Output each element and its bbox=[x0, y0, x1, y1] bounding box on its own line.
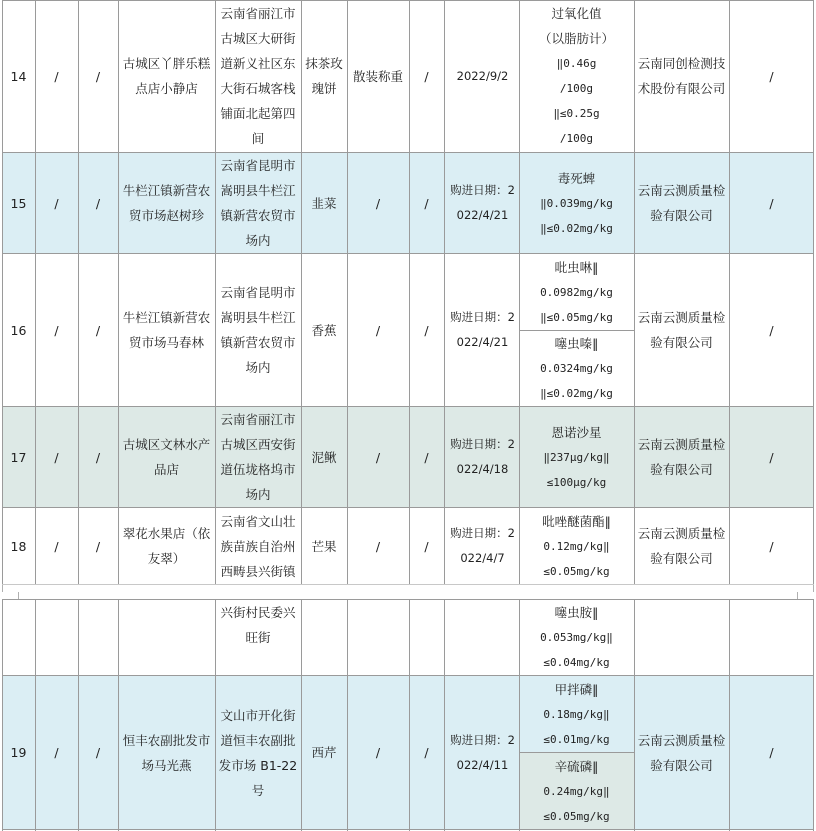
cell-no: 19 bbox=[10, 745, 27, 760]
cell-spec: / bbox=[375, 322, 381, 338]
cell-note: / bbox=[769, 745, 774, 760]
cell-name: 古城区文林水产品店 bbox=[122, 437, 211, 477]
cell-item-title bbox=[519, 0, 634, 152]
cell-brand: / bbox=[424, 68, 429, 84]
cell-no: 14 bbox=[10, 68, 27, 84]
cell-col2: / bbox=[54, 322, 59, 338]
cell-address: 云南省丽江市古城区大研街道新义社区东大街石城客栈铺面北起第四间 bbox=[220, 6, 296, 146]
item-value: 0.0324mg/kg ‖≤0.02mg/kg bbox=[540, 362, 613, 400]
cell-item bbox=[519, 254, 634, 330]
cell-note: / bbox=[769, 322, 774, 338]
cell-spec: / bbox=[375, 745, 381, 760]
cell-spec: 散装称重 bbox=[352, 68, 403, 84]
cell-name: 古城区丫胖乐糕点店小静店 bbox=[122, 56, 211, 96]
cell-col3: / bbox=[95, 195, 101, 211]
cell-brand: / bbox=[424, 538, 429, 554]
cell-no: 17 bbox=[10, 449, 27, 465]
cell-brand: / bbox=[424, 195, 429, 211]
cell-col3: / bbox=[95, 449, 101, 465]
cell-col2: / bbox=[54, 449, 59, 465]
cell-agency: 云南云测质量检验有限公司 bbox=[637, 310, 726, 350]
cell-col2: / bbox=[54, 68, 59, 84]
cell-col3: / bbox=[95, 322, 101, 338]
item-title: 噻虫嗪‖ bbox=[554, 336, 599, 351]
cell-product: 韭菜 bbox=[311, 195, 337, 211]
cell-address: 云南省昆明市嵩明县牛栏江镇新营农贸市场内 bbox=[220, 158, 296, 248]
table-row bbox=[2, 407, 814, 508]
cell-product: 香蕉 bbox=[311, 322, 337, 338]
table-row bbox=[2, 153, 814, 254]
cell-brand: / bbox=[424, 322, 429, 338]
cell-address: 云南省昆明市嵩明县牛栏江镇新营农贸市场内 bbox=[220, 285, 296, 375]
item-title: 毒死蜱 bbox=[557, 170, 596, 186]
item-value: ‖0.039mg/kg ‖≤0.02mg/kg bbox=[540, 196, 613, 235]
item-title: 恩诺沙星 bbox=[551, 424, 602, 440]
item-title: 辛硫磷‖ bbox=[554, 758, 599, 774]
cell-no: 18 bbox=[10, 538, 27, 554]
cell-col2: / bbox=[54, 538, 59, 554]
page-break bbox=[0, 584, 816, 600]
item-title: 吡唑醚菌酯‖ bbox=[542, 513, 611, 529]
cell-date: 2022/9/2 bbox=[456, 68, 509, 83]
cell-brand: / bbox=[424, 449, 429, 465]
cell-product: 抹茶玫瑰饼 bbox=[305, 56, 343, 96]
cell-agency: 云南云测质量检验有限公司 bbox=[637, 526, 726, 566]
cell-name: 翠花水果店（依友翠） bbox=[122, 526, 211, 566]
cell-col2: / bbox=[54, 195, 59, 211]
cell-name: 牛栏江镇新营农贸市场马春林 bbox=[122, 310, 211, 350]
item-title: 过氧化值 （以脂肪计） bbox=[538, 6, 614, 46]
cell-spec: / bbox=[375, 538, 381, 554]
table-row bbox=[2, 676, 814, 830]
cell-date: 购进日期：2 022/4/21 bbox=[450, 183, 515, 222]
table-row bbox=[2, 254, 814, 407]
cell-col2: / bbox=[54, 745, 59, 760]
cell-item bbox=[519, 753, 634, 829]
item-value: 0.0982mg/kg ‖≤0.05mg/kg bbox=[540, 285, 613, 324]
cell-date: 购进日期：2 022/4/21 bbox=[450, 310, 515, 349]
cell-product: 芒果 bbox=[311, 538, 337, 554]
cell-date: 购进日期：2 022/4/18 bbox=[450, 437, 515, 476]
cell-col3: / bbox=[95, 538, 101, 554]
cell-no: 15 bbox=[10, 195, 27, 211]
cell-address: 兴街村民委兴旺街 bbox=[220, 605, 296, 645]
item-title: 吡虫啉‖ bbox=[554, 259, 599, 275]
cell-col3: / bbox=[95, 68, 101, 84]
cell-item bbox=[519, 407, 634, 507]
item-value: 0.12mg/kg‖ ≤0.05mg/kg bbox=[543, 539, 610, 578]
cell-address: 文山市开化街道恒丰农副批发市场 B1-22 号 bbox=[218, 707, 298, 798]
item-value: ‖0.46g /100g ‖≤0.25g /100g bbox=[553, 57, 600, 145]
item-value: 0.24mg/kg‖ ≤0.05mg/kg bbox=[543, 784, 610, 823]
cell-item bbox=[519, 600, 634, 675]
cell-spec: / bbox=[375, 195, 381, 211]
cell-address: 云南省丽江市古城区西安街道伍垅格坞市场内 bbox=[220, 412, 296, 502]
table-row bbox=[2, 600, 814, 676]
cell-name: 牛栏江镇新营农贸市场赵树珍 bbox=[122, 183, 211, 223]
cell-note: / bbox=[769, 449, 774, 465]
item-value: 0.18mg/kg‖ ≤0.01mg/kg bbox=[543, 707, 610, 746]
cell-item bbox=[519, 153, 634, 253]
cell-brand: / bbox=[424, 745, 429, 760]
cell-item bbox=[519, 331, 634, 406]
cell-note: / bbox=[769, 195, 774, 211]
cell-item bbox=[519, 676, 634, 752]
cell-agency: 云南云测质量检验有限公司 bbox=[637, 437, 726, 477]
cell-date: 购进日期：2 022/4/11 bbox=[450, 732, 515, 772]
cell-col3: / bbox=[95, 745, 101, 760]
cell-no: 16 bbox=[10, 322, 27, 338]
cell-product: 西芹 bbox=[311, 745, 337, 760]
table-row bbox=[2, 508, 814, 584]
cell-agency: 云南同创检测技术股份有限公司 bbox=[637, 56, 726, 96]
item-value: 0.053mg/kg‖ ≤0.04mg/kg bbox=[540, 631, 613, 669]
item-value: ‖237μg/kg‖ ≤100μg/kg bbox=[543, 450, 610, 489]
cell-note: / bbox=[769, 538, 774, 554]
item-title: 甲拌磷‖ bbox=[554, 681, 599, 697]
cell-product: 泥鳅 bbox=[311, 449, 337, 465]
cell-note: / bbox=[769, 68, 774, 84]
cell-agency: 云南云测质量检验有限公司 bbox=[637, 183, 726, 223]
table-row bbox=[2, 0, 814, 153]
cell-date: 购进日期：2 022/4/7 bbox=[450, 526, 515, 565]
cell-spec: / bbox=[375, 449, 381, 465]
cell-agency: 云南云测质量检验有限公司 bbox=[637, 732, 726, 773]
cell-address: 云南省文山壮族苗族自治州西畴县兴街镇 bbox=[220, 513, 296, 579]
item-title: 噻虫胺‖ bbox=[554, 605, 599, 620]
cell-item bbox=[519, 508, 634, 584]
cell-name: 恒丰农副批发市场马光燕 bbox=[122, 732, 211, 773]
